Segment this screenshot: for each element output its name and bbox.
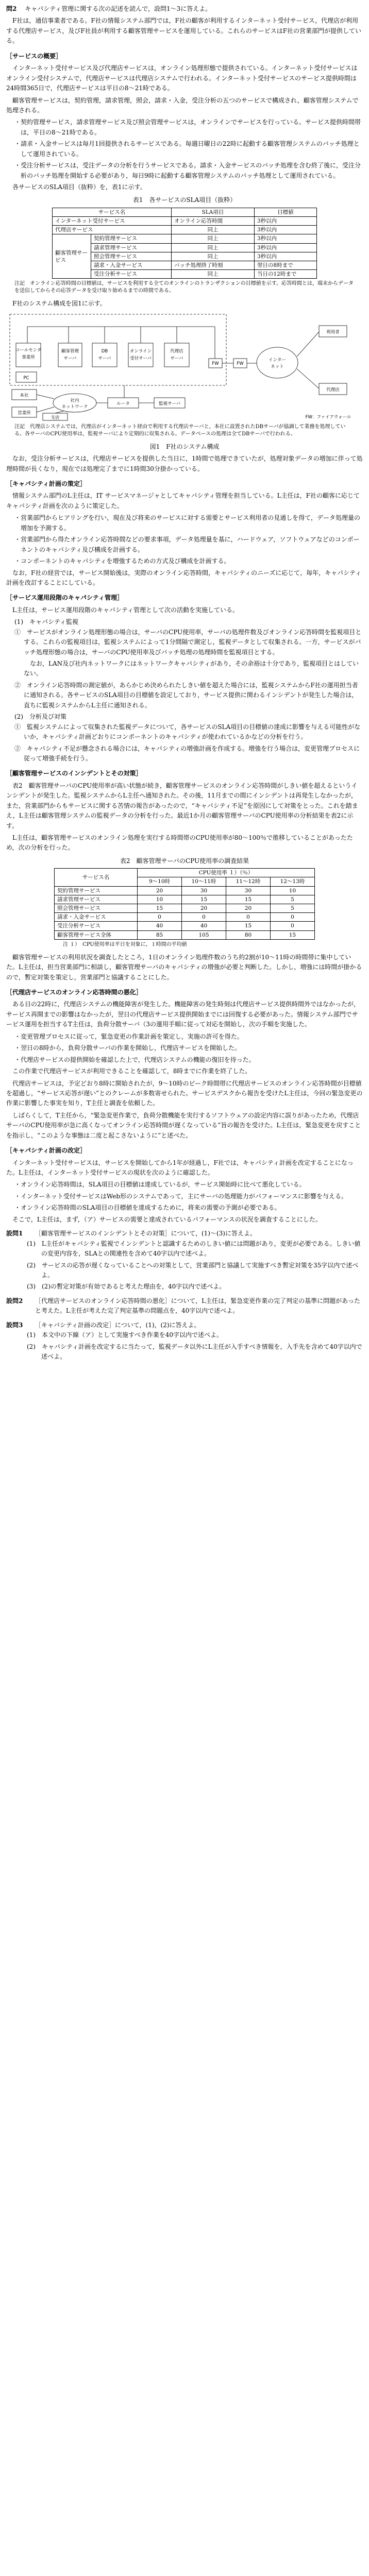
table-cell: 30 bbox=[182, 886, 226, 895]
table-cell: 0 bbox=[271, 913, 315, 922]
online-paragraph-3: しばらくして，T主任から，“緊急変更作業で，負荷分散機能を実行するソフトウェアの設定内容に誤りがあったため，代理店サーバのCPU使用率が急に高くなってオンライン応答時間が遅くなっている”旨の報告を受けた。L主任は，緊急変更を戻すことを指示し，“このような事態は二度と起こさないように”と述べた。 bbox=[6, 1111, 361, 1139]
service-bullet: ・契約管理サービス，請求管理サービス及び照会管理サービスは，オンラインでサービスを行っている。サービス提供時間帯は，平日の8〜21時である。 bbox=[14, 118, 361, 136]
svg-text:支店: 支店 bbox=[51, 415, 60, 420]
monitor-paragraph-1: L主任は，サービス運用段階のキャパシティ管理として次の活動を実施している。 bbox=[12, 606, 239, 614]
question-label: 設問3 bbox=[6, 1321, 23, 1329]
table-cell: 5 bbox=[271, 904, 315, 913]
online-paragraph-1: ある日の22時に，代理店システムの機能障害が発生した。機能障害の発生時刻は代理店サービス提供時間外ではなかったが，サービス再開までの影響はなかったが，翌日の代理店サービス提供開始までには回復する必要があった。情報システム部門でサービス運用を担当するT主任は，負荷分散サーバ（3の運用手順に従って対応を開始し，次の手順を実施した。 bbox=[6, 1001, 360, 1028]
question-subitem: (3) (2)の暫定対策が有効であると考えた理由を，40字以内で述べよ。 bbox=[27, 1283, 226, 1291]
question-header bbox=[6, 4, 363, 14]
svg-text:PC: PC bbox=[23, 375, 29, 381]
table-header-row bbox=[55, 869, 315, 877]
table-cell: 0 bbox=[271, 922, 315, 930]
table-cell: 受注分析サービス bbox=[55, 922, 138, 930]
question-text: ［顧客管理サービスのインシデントとその対策］について，(1)〜(3)に答えよ。 bbox=[35, 1230, 256, 1238]
section-heading-capacity: ［キャパシティ計画の策定］ bbox=[6, 480, 87, 487]
monitor-item-head: (1) キャパシティ監視 bbox=[14, 618, 79, 626]
table-row bbox=[55, 930, 315, 939]
table-cell: 代理店サービス bbox=[53, 226, 172, 234]
plan-bullet: ・インターネット受付サービスはWeb形のシステムであって，主にサーバの処理能力がパフォーマンスに影響を与える。 bbox=[14, 1192, 347, 1200]
table-cell: 同上 bbox=[172, 226, 255, 234]
plan-bullet: ・オンライン応答時間のSLA項目の目標値を達成するために，将来の需要の予測が必要である。 bbox=[14, 1204, 281, 1212]
table1-note: 注記 オンライン応答時間の目標値は，サービスを利用する全てのオンラインのトランザクションの目標値を示す。応答時間とは，端末からデータを送信してからその応答データを受け取り始めるまでの時間である。 bbox=[14, 281, 354, 294]
svg-text:受付サーバ: 受付サーバ bbox=[129, 355, 152, 361]
svg-text:営業所: 営業所 bbox=[18, 410, 31, 416]
svg-text:ネット: ネット bbox=[271, 364, 284, 369]
online-bullet: ・代理店サービスの提供開始を確認した上で，代理店システムの機能の復旧を待った。 bbox=[14, 1056, 255, 1063]
svg-text:代理店: 代理店 bbox=[170, 348, 183, 354]
question-text: ［キャパシティ計画の改定］について，(1)，(2)に答えよ。 bbox=[35, 1321, 200, 1329]
table-header-cell: 12〜13時 bbox=[271, 877, 315, 886]
question-label: 設問1 bbox=[6, 1230, 23, 1238]
monitor-subitem: ② キャパシティ不足が懸念される場合には，キャパシティの増強計画を作成する。増強を行う場合は，変更管理プロセスに従って増強手続を行う。 bbox=[14, 744, 360, 762]
plan-paragraph-1: インターネット受付サービスは，サービスを開始してから1年が経過し，F社では，キャパシティ計画を改定することになった。L主任は，インターネット受付サービスの現状を次のように確認した。 bbox=[6, 1159, 354, 1176]
table-cell: 同上 bbox=[172, 243, 255, 252]
table-cell: 105 bbox=[182, 930, 226, 939]
figure-intro: F社のシステム構成を図1に示す。 bbox=[12, 300, 106, 308]
table-header-cell: 9〜10時 bbox=[138, 877, 182, 886]
table-cell: 請求管理サービス bbox=[55, 895, 138, 904]
table-cell: 3秒以内 bbox=[255, 234, 317, 243]
table-cell: 請求・入金サービス bbox=[91, 261, 172, 269]
monitor-subitem: ① 監視システムによって収集された監視データについて，各サービスのSLA項目の目標値の達成に影響を与える可能性がないか，キャパシティ計画どおりにコンポーネントのキャパシティが使われているかなどの分析を行う。 bbox=[14, 723, 361, 741]
capacity-bullet: ・営業部門からヒアリングを行い，現在及び将来のサービスに対する需要とサービス利用者の見通しを得て，データ処理量の増加を予測する。 bbox=[14, 514, 361, 532]
table1-caption: 表1 各サービスのSLA項目（抜粋） bbox=[132, 196, 237, 204]
svg-text:本社: 本社 bbox=[20, 393, 29, 398]
plan-bullet: ・オンライン応答時間は，SLA項目の目標値は達成しているが，サービス開始時に比べて悪化している。 bbox=[14, 1181, 306, 1189]
table-cell: 20 bbox=[182, 904, 226, 913]
table-cell: 0 bbox=[138, 913, 182, 922]
table2-note: 注 １） CPU使用率は平日を対象に，１時間の平均値 bbox=[63, 941, 187, 947]
table-cell: 同上 bbox=[172, 234, 255, 243]
table-cell: 20 bbox=[226, 904, 271, 913]
table-cell: 0 bbox=[182, 913, 226, 922]
table-row bbox=[53, 270, 317, 279]
monitor-subitem: なお，LAN及び社内ネットワークにはネットワークキャパシティがあり，その余裕は十分であり，監視項目とはしていない。 bbox=[24, 660, 359, 677]
question-block bbox=[6, 1296, 363, 1316]
svg-text:FW：ファイアウォール: FW：ファイアウォール bbox=[305, 414, 351, 420]
table-row bbox=[53, 243, 317, 252]
question-subitem: (1) 本文中の下線（ア）として実施すべき作業を40字以内で述べよ。 bbox=[27, 1331, 223, 1339]
table-cell: 3秒以内 bbox=[255, 243, 317, 252]
table-cell: 15 bbox=[138, 904, 182, 913]
svg-text:事業所: 事業所 bbox=[22, 354, 35, 360]
table-cell: 受注分析サービス bbox=[91, 270, 172, 279]
question-label: 設問2 bbox=[6, 1297, 23, 1304]
table-cell: 15 bbox=[226, 895, 271, 904]
table-cell: 10 bbox=[138, 895, 182, 904]
after-table2-paragraph: 顧客管理サービスの利用状況を調査したところ，1日のオンライン処理件数のうち約2割が10〜11時の時間帯に集中していた。L主任は，担当営業部門に相談し，顧客管理サーバのキャパシティの増強が必要と判断した。しかし，増強には時間が掛かるので，暫定対策を策定し，営業部門と協議することにした。 bbox=[6, 953, 362, 981]
question-number: 問2 bbox=[6, 5, 17, 12]
system-diagram bbox=[7, 311, 362, 422]
table-header-cell: サービス名 bbox=[53, 208, 172, 216]
table-row bbox=[55, 886, 315, 895]
table-cell: 40 bbox=[138, 922, 182, 930]
table-cell: 30 bbox=[226, 886, 271, 895]
service-bullet: ・請求・入金サービスは毎月1回提供されるサービスである。毎週日曜日の22時に起動する顧客管理システムのバッチ処理として運用されている。 bbox=[14, 140, 360, 158]
question-text: ［代理店サービスのオンライン応答時間の悪化］について，L主任は，緊急変更作業の完了判定の基準に問題があったと考えた。L主任が考えた完了判定基準の問題点を，40字以内で述べよ。 bbox=[35, 1297, 361, 1315]
question-title: キャパシティ管理に関する次の記述を読んで，設問1〜3に答えよ。 bbox=[25, 5, 212, 12]
online-bullet: この作業で代理店サービスが利用できることを確認して，8時までに作業を終了した。 bbox=[12, 1067, 251, 1075]
svg-text:インター: インター bbox=[269, 357, 286, 363]
svg-text:コールセンタ: コールセンタ bbox=[15, 347, 42, 353]
table-cell: 照会管理サービス bbox=[55, 904, 138, 913]
table-cell: 同上 bbox=[172, 270, 255, 279]
section-heading-monitor: ［サービス運用段階のキャパシティ管理］ bbox=[6, 594, 124, 602]
service-paragraph-3: 各サービスのSLA項目（抜粋）を，表1に示す。 bbox=[12, 183, 146, 191]
svg-text:FW: FW bbox=[237, 361, 244, 366]
table-cell: インターネット受付サービス bbox=[53, 217, 172, 226]
table-cell: 0 bbox=[226, 913, 271, 922]
table-header-row bbox=[53, 208, 317, 216]
table-cell: 15 bbox=[182, 895, 226, 904]
sla-table bbox=[52, 208, 317, 279]
incident-paragraph-2: L主任は，顧客管理サービスのオンライン処理を実行する時間帯のCPU使用率が80〜100％で推移していることがあったため，次の分析を行った。 bbox=[6, 834, 353, 852]
svg-text:サーバ: サーバ bbox=[63, 355, 77, 361]
table-cell: 10 bbox=[271, 886, 315, 895]
figure1-caption: 図1 F社のシステム構成 bbox=[149, 443, 220, 450]
capacity-paragraph-2: なお，F社の経営では，サービス開始後は，実際のオンライン応答時間，キャパシティのニーズに応じて，毎年，キャパシティ計画を改訂することにしている。 bbox=[6, 569, 362, 586]
service-paragraph-2: 顧客管理サービスは，契約管理，請求管理，照会，請求・入金，受注分析の五つのサービスで構成され，顧客管理システムで処理される。 bbox=[6, 96, 359, 114]
incident-paragraph-1: 表2 顧客管理サーバのCPU使用率が高い状態が続き，顧客管理サービスのオンライン応答時間がしきい値を超えるというインシデントが発生した。監視システムからL主任へ通知された。その後，11月までの間にインシデントは再発生しなかったが，また，営業部門からもサービスに関する苦情の報告があったので，“キャパシティ不足”を原因にして対策をとった。これを踏まえ，L主任は顧客管理システムの監視データの分析を行った。最近1か月の顧客管理サーバのCPU使用率の分析結果を表2に示す。 bbox=[6, 782, 358, 829]
svg-text:監視サーバ: 監視サーバ bbox=[158, 401, 181, 406]
table-cell: 照会管理サービス bbox=[91, 252, 172, 261]
table-cell: 契約管理サービス bbox=[91, 234, 172, 243]
section-heading-plan: ［キャパシティ計画の改定］ bbox=[6, 1147, 87, 1155]
table-cell: 請求管理サービス bbox=[91, 243, 172, 252]
table-cell: 85 bbox=[138, 930, 182, 939]
capacity-bullet: ・コンポーネントのキャパシティを増強するための方式及び構成を計画する。 bbox=[14, 557, 230, 565]
question-subitem: (2) サービスの応答が遅くなっていることへの対策として，営業部門と協議して実施すべき暫定対策を35字以内で述べよ。 bbox=[27, 1261, 359, 1279]
section-heading-service: ［サービスの概要］ bbox=[6, 52, 62, 60]
question-block bbox=[6, 1320, 363, 1330]
table-cell: 20 bbox=[138, 886, 182, 895]
table-header-cell: CPU使用率 １）（％） bbox=[138, 869, 315, 877]
table-cell: 顧客管理サービス bbox=[53, 234, 91, 279]
svg-text:ネットワーク: ネットワーク bbox=[61, 404, 88, 410]
table-header-cell: SLA項目 bbox=[172, 208, 255, 216]
table-cell: 3秒以内 bbox=[255, 226, 317, 234]
online-bullet: ・翌日の8時から，負荷分散サーバの作業を開始し，代理店サービスを開始した。 bbox=[14, 1044, 241, 1052]
table-row bbox=[53, 217, 317, 226]
table2-caption: 表2 顧客管理サーバのCPU使用率の調査結果 bbox=[120, 857, 249, 865]
table-row bbox=[53, 261, 317, 269]
section-heading-online: ［代理店サービスのオンライン応答時間の悪化］ bbox=[6, 989, 142, 996]
monitor-subitem: ② オンライン応答時間の測定値が，あらかじめ決められたしきい値を超えた場合には，監視システムからF社の運用担当者に通知される。各サービスのSLA項目の目標値を設定しており，サービス提供に関わるインシデントが発生した場合は，直ちに監視システムからL主任に通知される。 bbox=[14, 681, 358, 709]
table-header-cell: サービス名 bbox=[55, 869, 138, 886]
online-bullet: ・変更管理プロセスに従って，緊急変更の作業計画を策定し，実施の許可を得た。 bbox=[14, 1032, 243, 1040]
svg-text:オンライン: オンライン bbox=[129, 348, 152, 354]
svg-text:顧客管理: 顧客管理 bbox=[61, 348, 79, 354]
after-figure-paragraph: なお，受注分析サービスは，代理店サービスを提供した当日に，1時間で処理できていたが，処理対象データの増加に伴って処理時間が長くなり，現在では処理完了までに1時間30分掛かっている。 bbox=[6, 455, 363, 472]
table-cell: 80 bbox=[226, 930, 271, 939]
section-heading-incident: ［顧客管理サービスのインシデントとその対策］ bbox=[6, 770, 142, 777]
table-row bbox=[53, 252, 317, 261]
table-cell: 当日の12時まで bbox=[255, 270, 317, 279]
table-row bbox=[55, 895, 315, 904]
svg-text:社内: 社内 bbox=[70, 398, 79, 403]
table-row bbox=[53, 234, 317, 243]
table-cell: 顧客管理サービス全体 bbox=[55, 930, 138, 939]
table-cell: 同上 bbox=[172, 252, 255, 261]
monitor-subitem: ① サービスがオンライン処理形態の場合は，サーバのCPU使用率，サーバの処理件数及びオンライン応答時間を監視項目とする。これらの監視項目は，監視システムによって1分間隔で測定し，監視データとして収集される。一方，サービスがバッチ処理形態の場合は，サーバのCPU使用率及びバッチ処理の処理時間を監視項目とする。 bbox=[14, 628, 362, 656]
plan-paragraph-2: そこで，L主任は，まず，（ア）サービスの需要と達成されているパフォーマンスの状況を調査することにした。 bbox=[12, 1215, 322, 1223]
table-row bbox=[55, 904, 315, 913]
table-header-cell: 10〜11時 bbox=[182, 877, 226, 886]
table-cell: 3秒以内 bbox=[255, 217, 317, 226]
svg-text:ルータ: ルータ bbox=[116, 401, 130, 406]
table-header-cell: 目標値 bbox=[255, 208, 317, 216]
table-cell: 5 bbox=[271, 895, 315, 904]
svg-text:FW: FW bbox=[212, 361, 219, 366]
online-paragraph-2: 代理店サービスは，予定どおり8時に開始されたが，9〜10時のピーク時間帯に代理店サービスのオンライン応答時間が目標値を超過し，“サービス応答が遅い”とのクレームが多数寄せられた。サービスデスクから報告を受けたL主任は，今回の緊急変更の作業に影響した事実を知り，T主任と調査を依頼した。 bbox=[6, 1079, 363, 1107]
capacity-paragraph-1: 情報システム部門のL主任は，IT サービスマネージャとしてキャパシティ管理を担当している。L主任は，F社の顧客に応じてキャパシティ計画を次のように策定した。 bbox=[6, 492, 360, 510]
cpu-usage-table bbox=[54, 868, 315, 939]
question-subitem: (2) キャパシティ計画を改定するに当たって，監視データ以外にL主任が入手すべき情報を，入手先を含めて40字以内で述べよ。 bbox=[27, 1343, 362, 1360]
svg-text:代理店: 代理店 bbox=[326, 387, 340, 393]
table-cell: 契約管理サービス bbox=[55, 886, 138, 895]
table-cell: 翌日の8時まで bbox=[255, 261, 317, 269]
table-header-cell: 11〜12時 bbox=[226, 877, 271, 886]
table-row bbox=[53, 226, 317, 234]
table-cell: 請求・入金サービス bbox=[55, 913, 138, 922]
monitor-item-head: (2) 分析及び対策 bbox=[14, 713, 66, 721]
table-cell: 15 bbox=[271, 930, 315, 939]
question-subitem: (1) L主任がキャパシティ監視でインシデントと認識するためのしきい値には問題があり，変更が必要である。しきい値の変更内容を，SLAとの関連性を含めて40字以内で述べよ。 bbox=[27, 1240, 361, 1258]
svg-text:サーバ: サーバ bbox=[170, 355, 183, 361]
table-row bbox=[55, 922, 315, 930]
figure1-note: 注記 代理店システムでは，代理店がインターネット経由で利用する代理店サーバと，本社に設置されたDBサーバが協調して業務を処理している。各サーバのCPU使用率は，監視サーバにより定期的に収集される。データベースの処理は全てDBサーバで行われる。 bbox=[14, 423, 346, 437]
capacity-bullet: ・営業部門から得たオンライン応答時間などの要求事項，データ処理量を基に，ハードウェア，ソフトウェアなどのコンポーネントのキャパシティ及び構成を計画する。 bbox=[14, 536, 360, 553]
table-cell: バッチ処理終了時刻 bbox=[172, 261, 255, 269]
table-cell: オンライン応答時間 bbox=[172, 217, 255, 226]
table-cell: 40 bbox=[182, 922, 226, 930]
table-cell: 15 bbox=[226, 922, 271, 930]
service-paragraph-1: インターネット受付サービス及び代理店サービスは，オンライン処理形態で提供されている。インターネット受付サービスはオンライン受付システムで，代理店サービスは代理店システムで行われる。インターネット受付サービスのサービス提供時間は24時間365日で，代理店サービスは平日の8〜21時である。 bbox=[6, 64, 358, 92]
service-bullet: ・受注分析サービスは，受注データの分析を行うサービスである。請求・入金サービスのバッチ処理を含む終了後に，受注分析のバッチ処理を開始する必要があり，毎日9時に起動する顧客管理システムのバッチ処理として運用されている。 bbox=[14, 162, 361, 179]
intro-paragraph: F社は，通信事業者である。F社の情報システム部門では，F社の顧客が利用するインターネット受付サービス，代理店が利用する代理店サービス，及びF社員が利用する顧客管理サービスを運用している。これらのサービスはF社の営業部門が提供している。 bbox=[6, 17, 362, 45]
question-block bbox=[6, 1229, 363, 1239]
table-cell: 3秒以内 bbox=[255, 252, 317, 261]
svg-text:DB: DB bbox=[101, 348, 108, 354]
table-row bbox=[55, 913, 315, 922]
svg-text:利用者: 利用者 bbox=[326, 329, 340, 335]
svg-text:サーバ: サーバ bbox=[98, 355, 111, 361]
